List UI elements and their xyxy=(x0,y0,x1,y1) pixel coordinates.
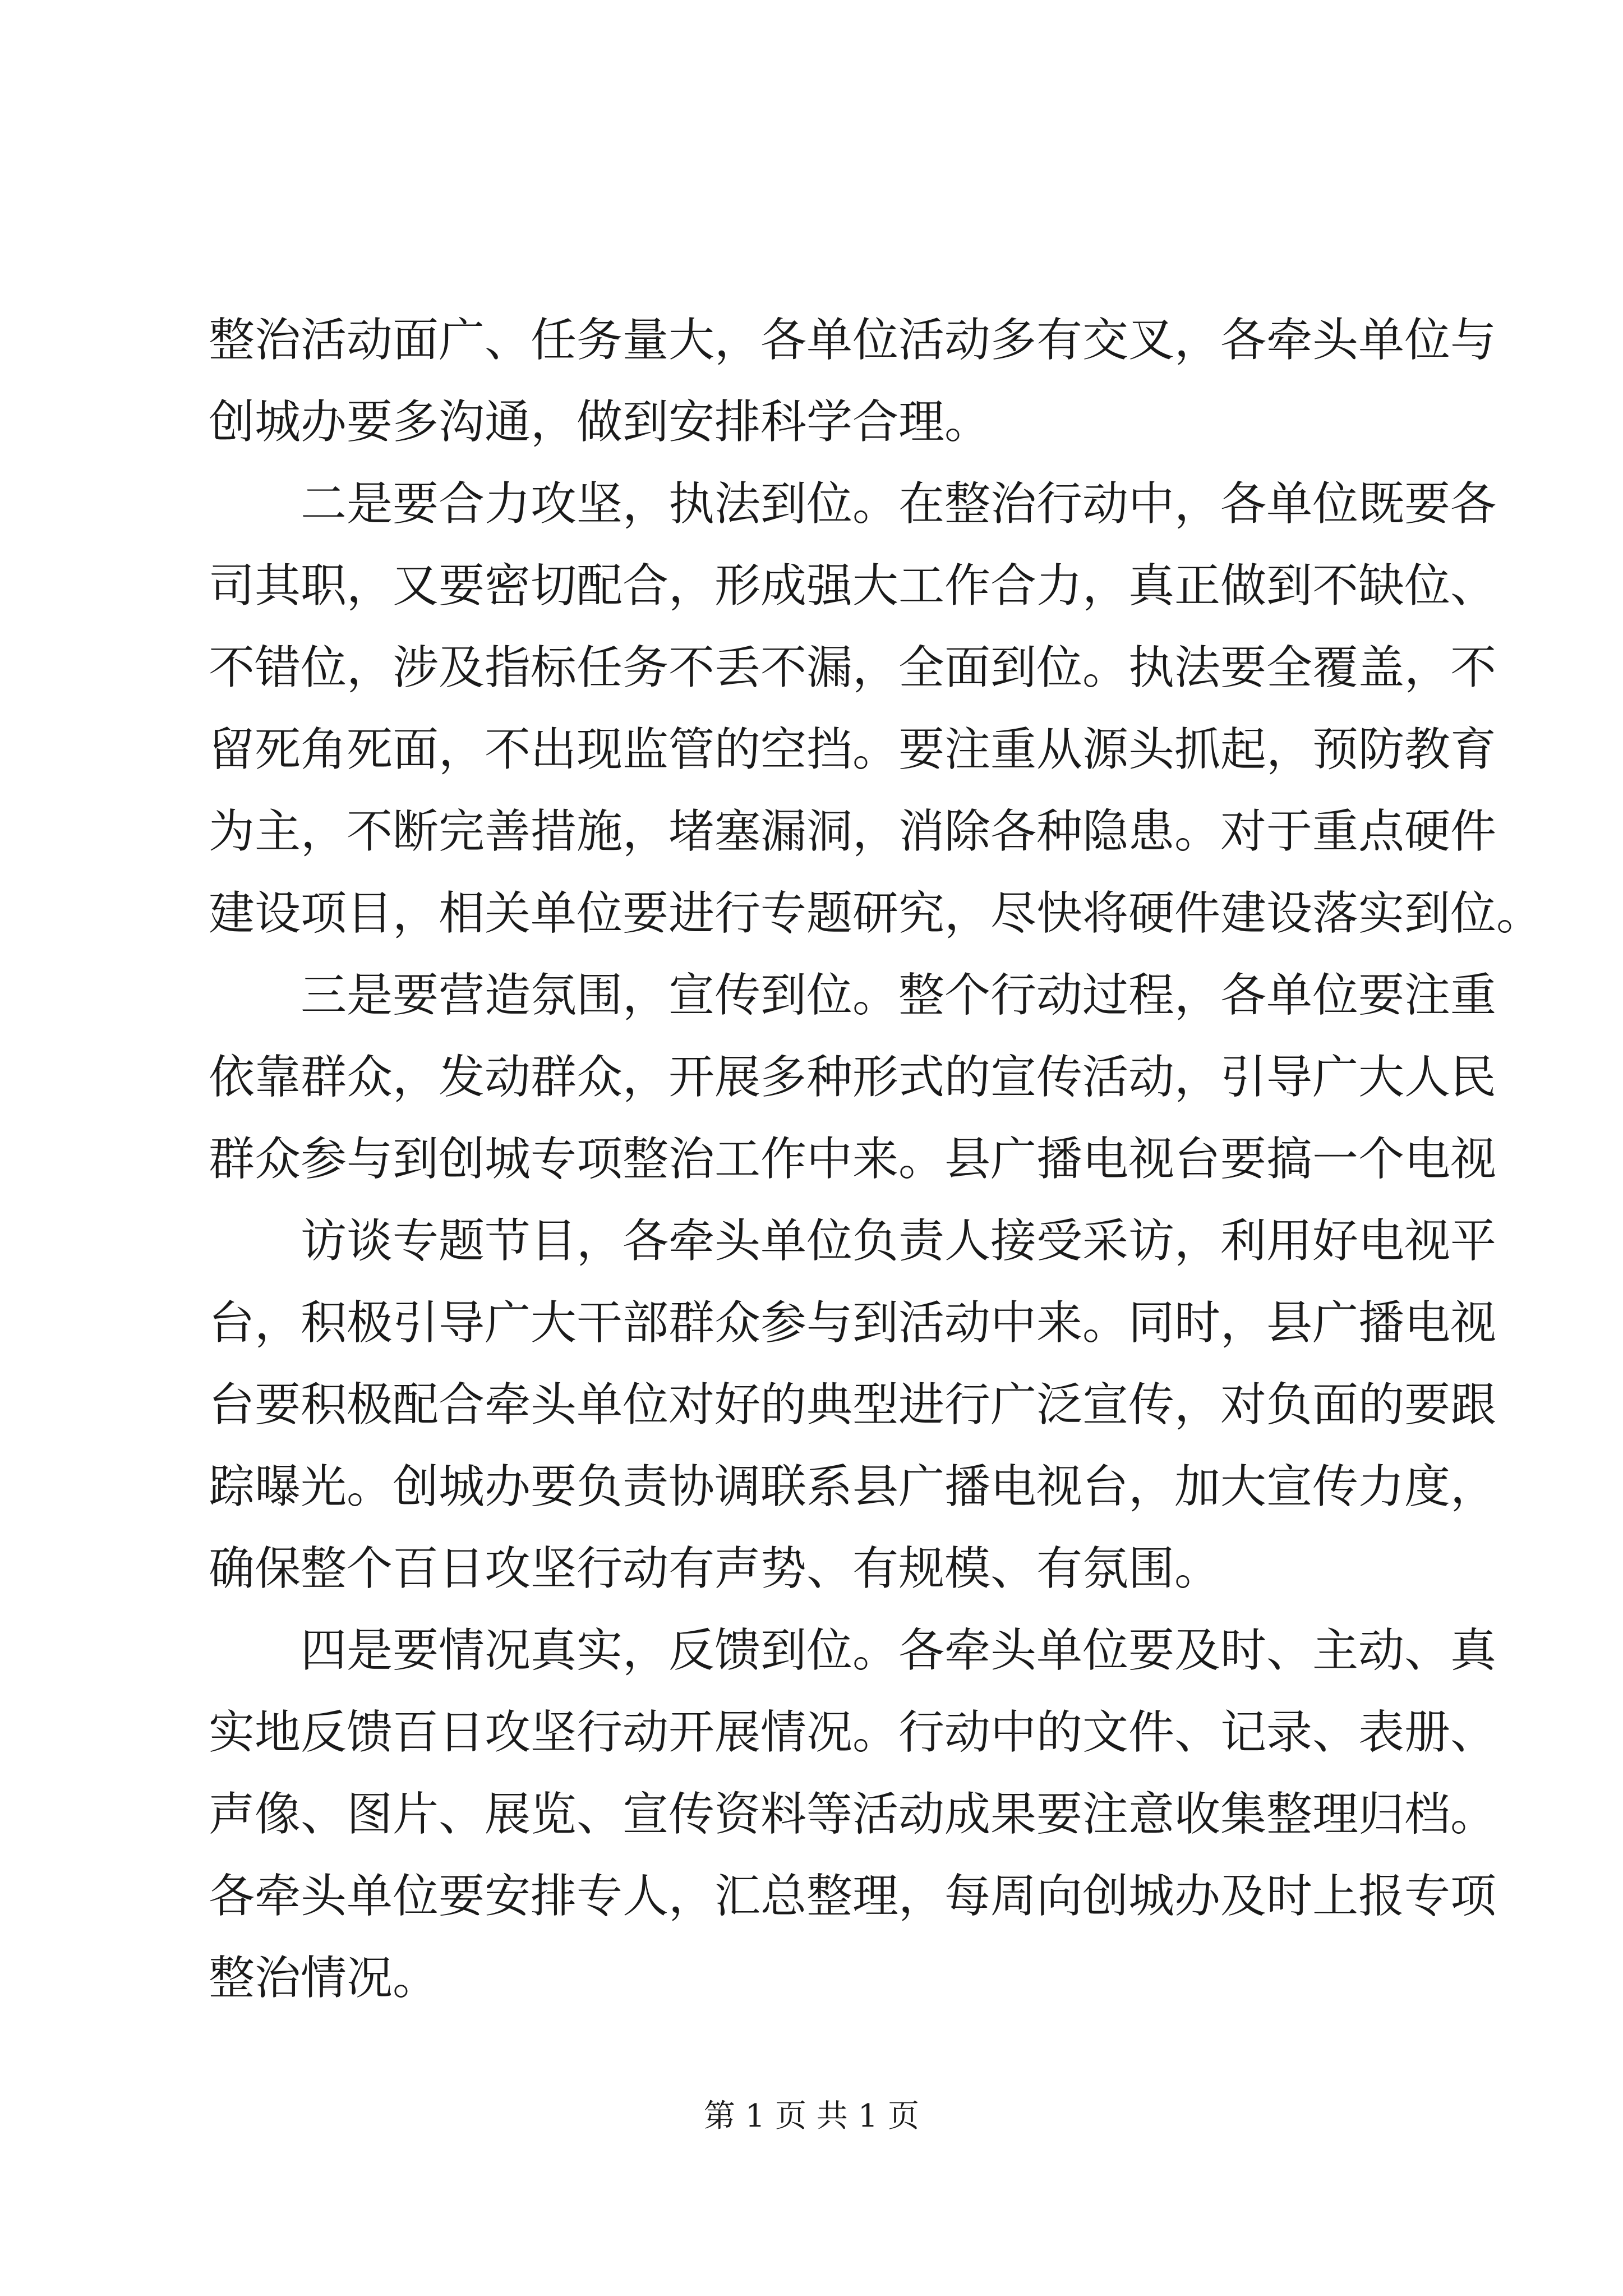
text-line: 访谈专题节目，各牵头单位负责人接受采访，利用好电视平 xyxy=(301,1214,1497,1268)
page-footer: 第 1 页 共 1 页 xyxy=(703,2098,920,2134)
text-line: 创城办要多沟通，做到安排科学合理。 xyxy=(209,395,991,449)
text-line: 踪曝光。创城办要负责协调联系县广播电视台，加大宣传力度， xyxy=(209,1460,1497,1513)
text-line: 依靠群众，发动群众，开展多种形式的宣传活动，引导广大人民 xyxy=(209,1051,1497,1104)
text-line: 不错位，涉及指标任务不丢不漏，全面到位。执法要全覆盖，不 xyxy=(209,641,1497,694)
body-text xyxy=(209,300,1543,2019)
text-line: 为主，不断完善措施，堵塞漏洞，消除各种隐患。对于重点硬件 xyxy=(209,805,1497,858)
text-line: 四是要情况真实，反馈到位。各牵头单位要及时、主动、真 xyxy=(301,1624,1497,1677)
text-line: 建设项目，相关单位要进行专题研究，尽快将硬件建设落实到位。 xyxy=(209,887,1543,940)
text-line: 二是要合力攻坚，执法到位。在整治行动中，各单位既要各 xyxy=(301,477,1497,531)
text-line: 台，积极引导广大干部群众参与到活动中来。同时，县广播电视 xyxy=(209,1296,1497,1350)
text-line: 司其职，又要密切配合，形成强大工作合力，真正做到不缺位、 xyxy=(209,559,1497,613)
text-line: 群众参与到创城专项整治工作中来。县广播电视台要搞一个电视 xyxy=(209,1133,1497,1186)
text-line: 整治情况。 xyxy=(209,1952,439,2005)
text-line: 留死角死面，不出现监管的空挡。要注重从源头抓起，预防教育 xyxy=(209,723,1497,776)
text-line: 声像、图片、展览、宣传资料等活动成果要注意收集整理归档。 xyxy=(209,1788,1497,1841)
text-line: 确保整个百日攻坚行动有声势、有规模、有氛围。 xyxy=(209,1542,1221,1595)
text-line: 整治活动面广、任务量大，各单位活动多有交叉，各牵头单位与 xyxy=(209,314,1497,367)
text-line: 各牵头单位要安排专人，汇总整理，每周向创城办及时上报专项 xyxy=(209,1870,1497,1923)
text-line: 三是要营造氛围，宣传到位。整个行动过程，各单位要注重 xyxy=(301,969,1497,1022)
text-line: 实地反馈百日攻坚行动开展情况。行动中的文件、记录、表册、 xyxy=(209,1706,1497,1759)
text-line: 台要积极配合牵头单位对好的典型进行广泛宣传，对负面的要跟 xyxy=(209,1378,1497,1432)
